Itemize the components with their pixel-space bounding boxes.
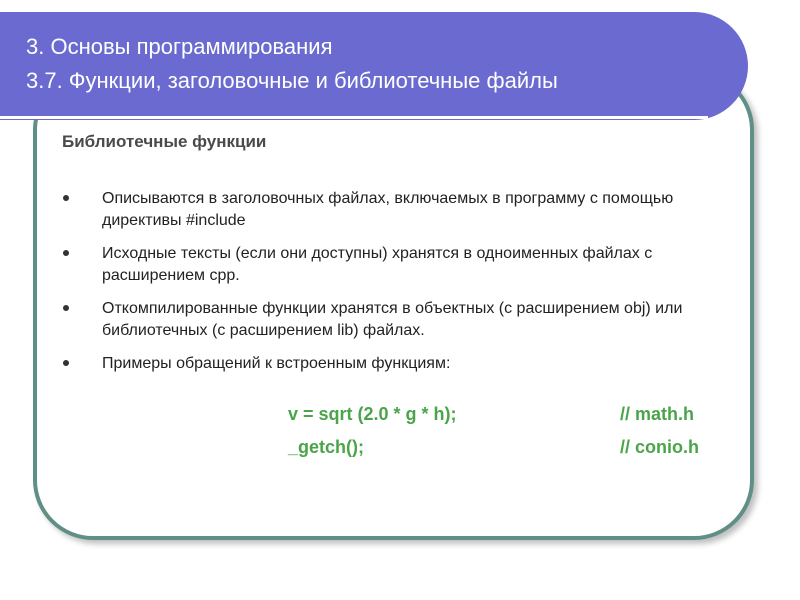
bullet-dot-icon <box>63 305 69 311</box>
bullet-text: Примеры обращений к встроенным функциям: <box>102 355 451 372</box>
bullet-text: Исходные тексты (если они доступны) хранятся в одноименных файлах с расширением cpp. <box>102 245 653 284</box>
bullet-item <box>60 353 740 375</box>
code-comment-1: // math.h <box>620 404 695 424</box>
bullet-list <box>60 188 740 386</box>
bullet-item <box>60 298 740 342</box>
bullet-dot-icon <box>63 250 69 256</box>
bullet-text: Описываются в заголовочных файлах, включаемых в программу с помощью директивы #include <box>102 190 674 229</box>
bullet-item <box>60 188 740 232</box>
header-underline <box>0 116 708 119</box>
header-title-line-1: 3. Основы программирования <box>26 34 333 59</box>
bullet-dot-icon <box>63 195 69 201</box>
code-comment-2: // conio.h <box>620 437 699 457</box>
header-title-line-2: 3.7. Функции, заголовочные и библиотечные файлы <box>26 68 558 93</box>
section-subtitle: Библиотечные функции <box>62 132 267 151</box>
code-statement-1: v = sqrt (2.0 * g * h); <box>288 404 457 424</box>
code-statement-2: _getch(); <box>288 437 364 457</box>
bullet-item <box>60 243 740 287</box>
bullet-text: Откомпилированные функции хранятся в объектных (с расширением obj) или библиотечных (с расширением lib) файлах. <box>102 300 683 339</box>
bullet-dot-icon <box>63 360 69 366</box>
header-bar <box>0 12 748 120</box>
